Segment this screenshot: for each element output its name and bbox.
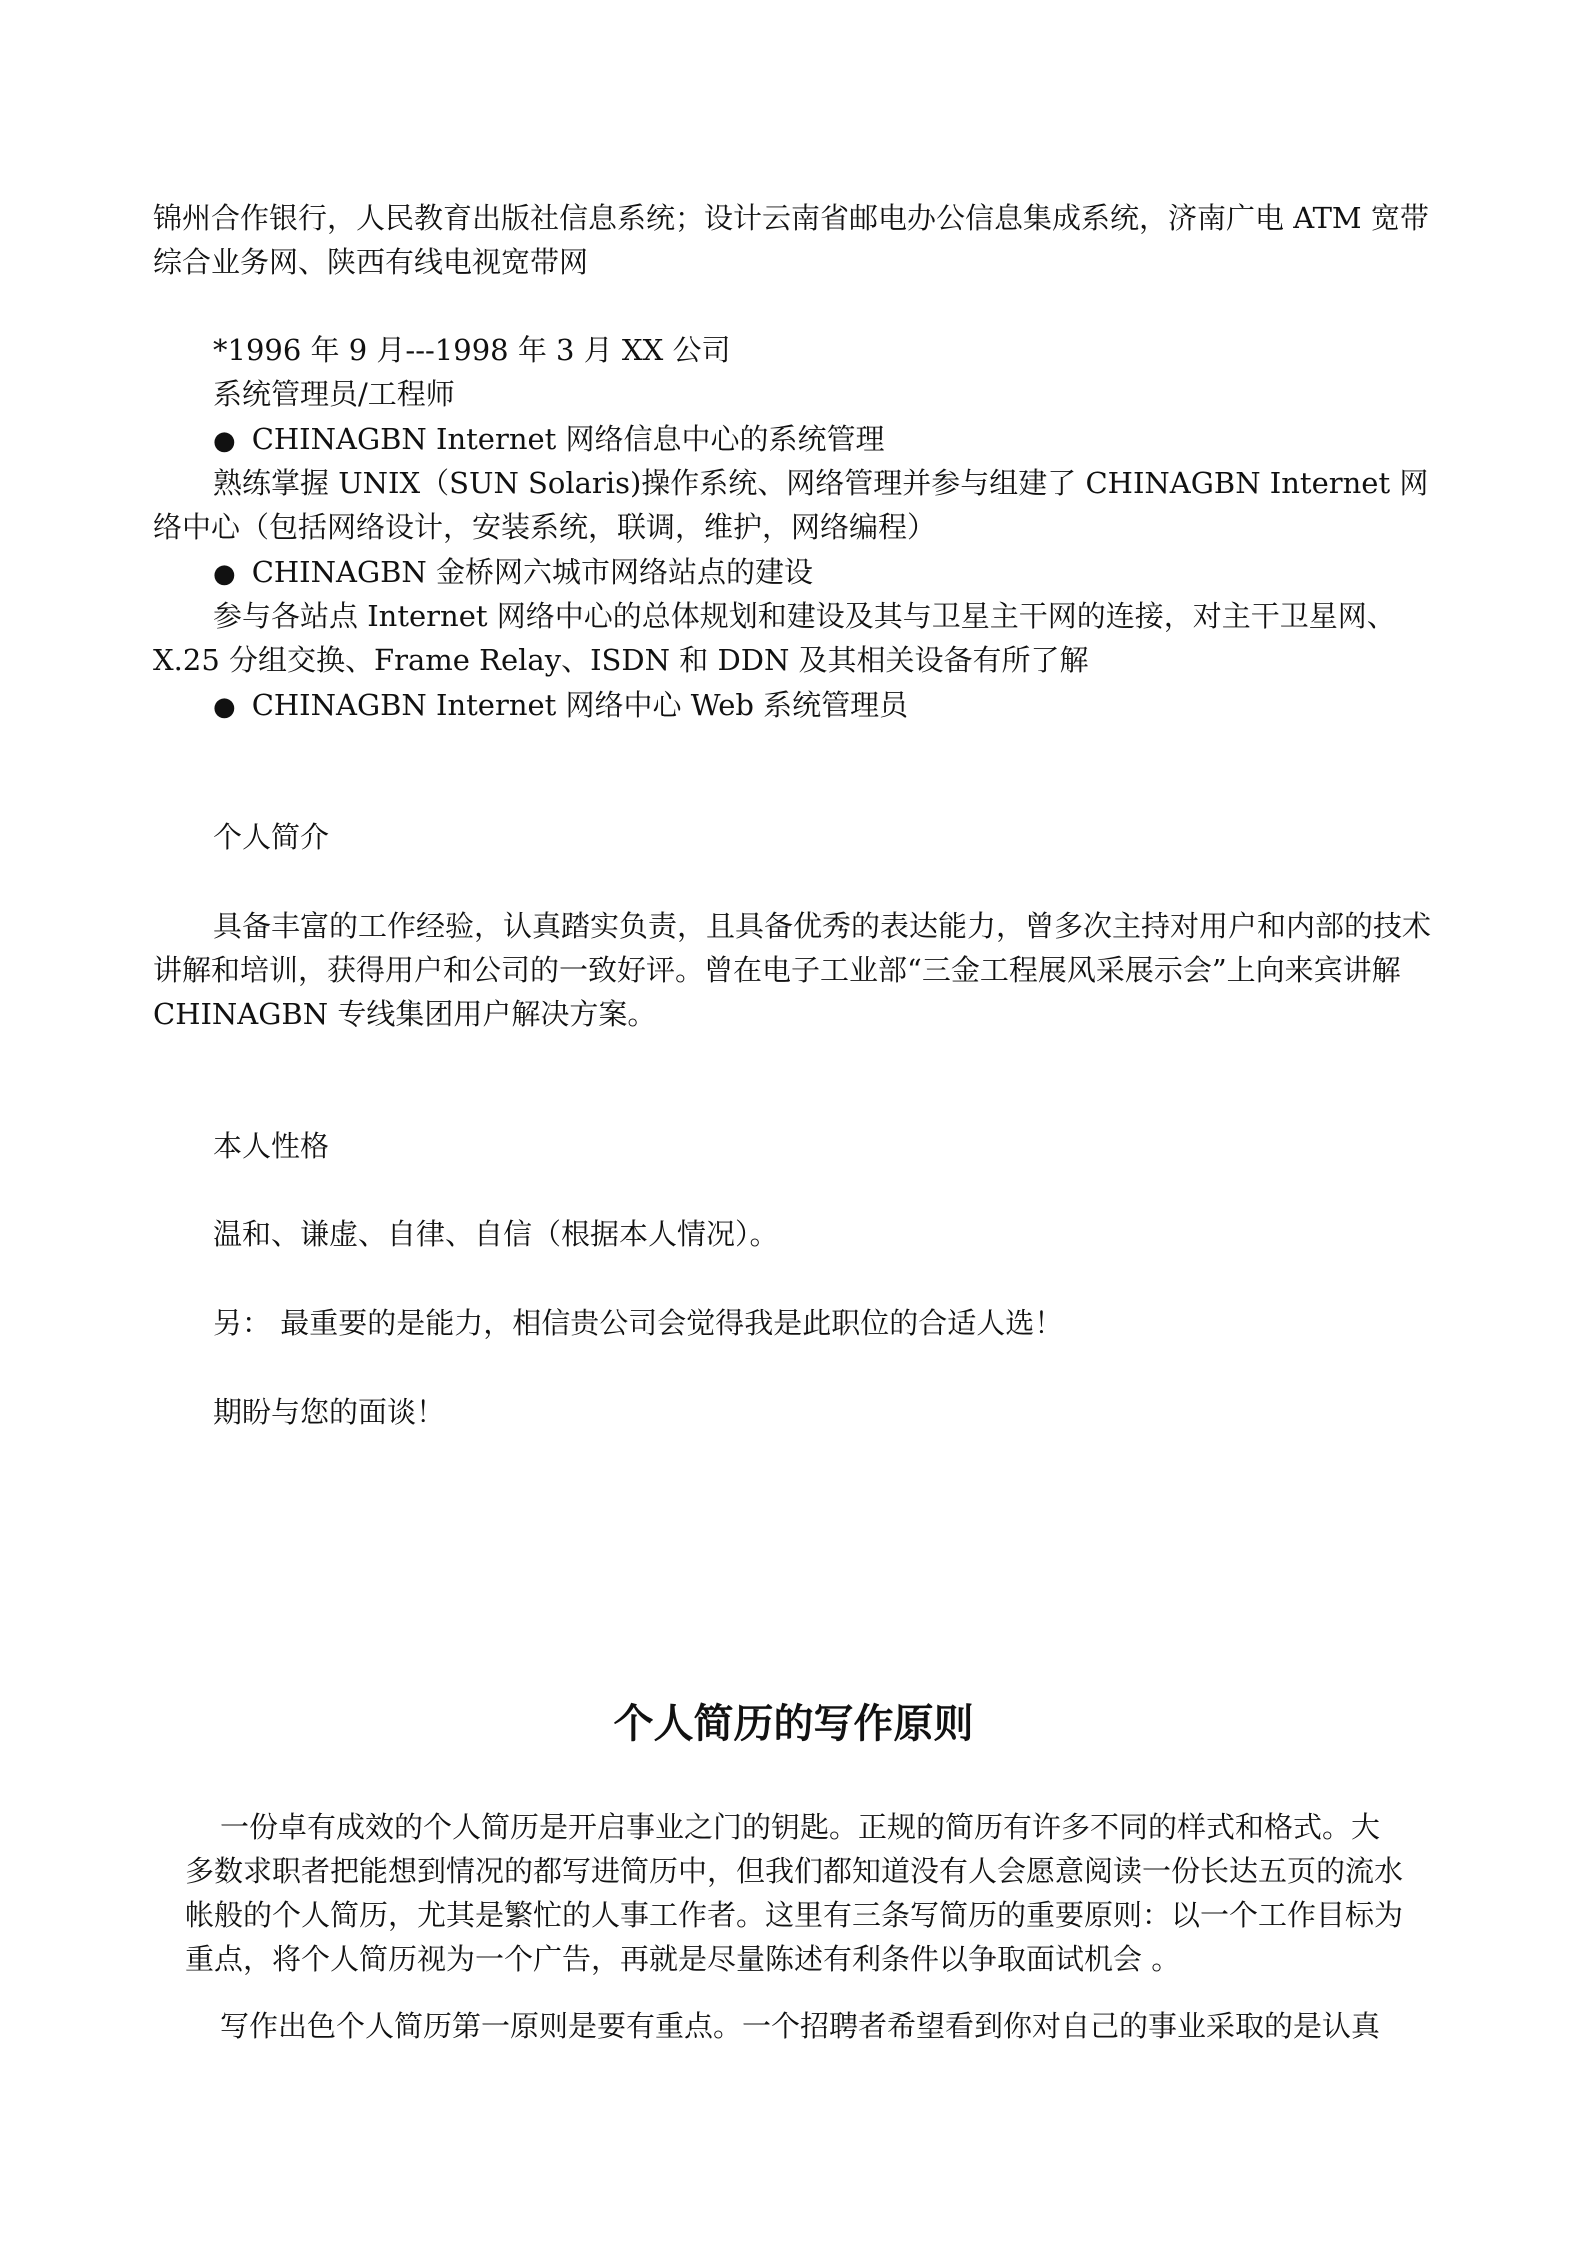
article-title: 个人简历的写作原则 [613,1700,974,1747]
intro-paragraph: 具备丰富的工作经验，认真踏实负责，且具备优秀的表达能力，曾多次主持对用户和内部的技术讲解和培训，获得用户和公司的一致好评。曾在电子工业部“三金工程展风采展示会”上向来宾讲解 CHINAGBN 专线集团用户解决方案。 [153,909,1432,1031]
closing-line: 期盼与您的面谈！ [213,1395,446,1429]
article-paragraph-1: 一份卓有成效的个人简历是开启事业之门的钥匙。正规的简历有许多不同的样式和格式。大多数求职者把能想到情况的都写进简历中，但我们都知道没有人会愿意阅读一份长达五页的流水帐般的个人简历，尤其是繁忙的人事工作者。这里有三条写简历的重要原则：以一个工作目标为重点，将个人简历视为一个广告，再就是尽量陈述有利条件以争取面试机会 。 [185,1810,1404,1976]
bullet-item-1: ● CHINAGBN Internet 网络信息中心的系统管理 [213,417,885,463]
bullet-item-3: ● CHINAGBN Internet 网络中心 Web 系统管理员 [213,683,908,729]
bullet-item-1-detail: 熟练掌握 UNIX（SUN Solaris)操作系统、网络管理并参与组建了 CHINAGBN Internet 网络中心（包括网络设计，安装系统，联调，维护，网络编程） [153,466,1429,544]
article-paragraph-2: 写作出色个人简历第一原则是要有重点。一个招聘者希望看到你对自己的事业采取的是认真 [220,2009,1381,2043]
job-period: *1996 年 9 月---1998 年 3 月 XX 公司 [213,333,731,367]
section-heading-intro: 个人简介 [213,820,330,854]
resume-paragraph-projects: 锦州合作银行，人民教育出版社信息系统；设计云南省邮电办公信息集成系统，济南广电 ATM 宽带综合业务网、陕西有线电视宽带网 [153,201,1429,279]
bullet-item-2-detail: 参与各站点 Internet 网络中心的总体规划和建设及其与卫星主干网的连接，对主干卫星网、X.25 分组交换、Frame Relay、ISDN 和 DDN 及其相关设备有所了解 [153,599,1396,677]
section-heading-personality: 本人性格 [213,1129,330,1163]
bullet-item-2: ● CHINAGBN 金桥网六城市网络站点的建设 [213,550,813,596]
job-title: 系统管理员/工程师 [213,377,455,411]
personality-paragraph: 温和、谦虚、自律、自信（根据本人情况）。 [213,1217,779,1251]
also-paragraph: 另： 最重要的是能力，相信贵公司会觉得我是此职位的合适人选！ [213,1306,1064,1340]
